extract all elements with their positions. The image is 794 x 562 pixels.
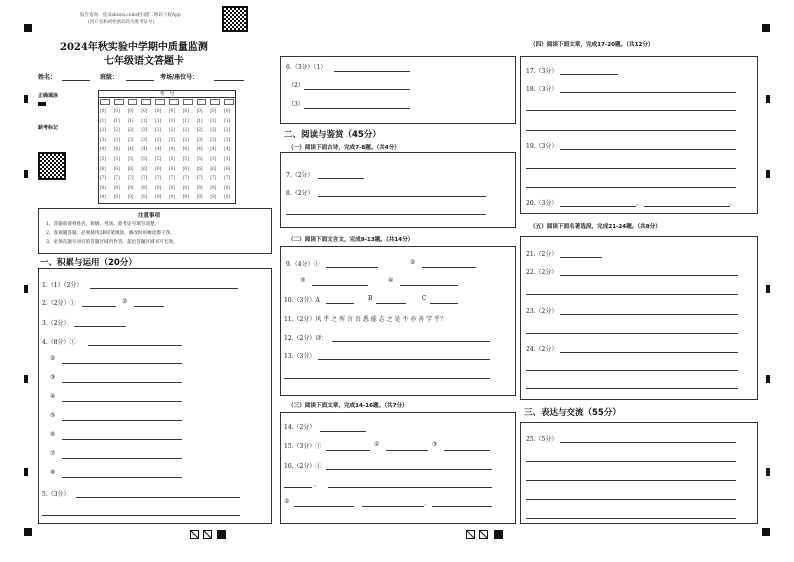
q25-answer-4[interactable] <box>526 499 736 500</box>
q14-answer[interactable] <box>320 431 366 432</box>
q15-label-b: ② <box>374 441 380 448</box>
q24-answer-2[interactable] <box>526 370 738 371</box>
q7-label: 7.（2分） <box>286 172 314 179</box>
q4-sub-answer[interactable] <box>62 401 182 402</box>
exam-number-entry-box[interactable] <box>210 99 220 105</box>
part-2-title: （二）阅读下面文言文，完成9-13题。（共14分） <box>288 237 414 243</box>
q16-answer-1[interactable] <box>326 469 492 470</box>
q4-label: 4.（8分）① <box>42 339 76 346</box>
q2-answer-1[interactable] <box>82 306 116 307</box>
q16-sep-2: 、 <box>424 500 431 507</box>
exam-digit-bubble[interactable]: [1] <box>141 117 148 123</box>
part-5-title: （五）阅读下面名著选段，完成21-24题。（共8分） <box>530 224 661 230</box>
exam-digit-bubble[interactable]: [3] <box>127 136 134 142</box>
section-2-title: 二、阅读与鉴赏（45分） <box>284 130 381 140</box>
q10-label-c: C <box>422 295 427 302</box>
q16-answer-2b[interactable] <box>362 506 424 507</box>
exam-digit-bubble[interactable]: [2] <box>196 127 203 133</box>
q6-label-b: （2） <box>288 82 304 89</box>
exam-digit-bubble[interactable]: [4] <box>141 146 148 152</box>
timing-mark <box>766 95 770 103</box>
corner-mark-br <box>762 528 770 536</box>
section-3-title: 三、表达与交流（55分） <box>524 408 621 418</box>
q12-answer[interactable] <box>332 341 490 342</box>
q25-label: 25.（5分） <box>526 436 558 443</box>
q7-answer[interactable] <box>318 178 364 179</box>
exam-digit-bubble[interactable]: [3] <box>196 136 203 142</box>
exam-digit-bubble[interactable]: [8] <box>113 184 120 190</box>
q9-answer-1[interactable] <box>326 267 378 268</box>
exam-digit-bubble[interactable]: [4] <box>127 146 134 152</box>
q25-answer-2[interactable] <box>526 461 736 462</box>
exam-digit-bubble[interactable]: [4] <box>113 146 120 152</box>
exam-digit-bubble[interactable]: [7] <box>113 175 120 181</box>
timing-mark <box>766 170 770 178</box>
exam-digit-bubble[interactable]: [6] <box>127 165 134 171</box>
exam-digit-bubble[interactable]: [6] <box>141 165 148 171</box>
corner-mark-bl <box>24 528 32 536</box>
exam-digit-bubble[interactable]: [9] <box>127 194 134 200</box>
q23-label: 23.（2分） <box>526 308 558 315</box>
correct-fill-label: 正确填涂 <box>38 93 59 99</box>
q22-answer-2[interactable] <box>526 294 738 295</box>
q16-answer-2c[interactable] <box>432 506 492 507</box>
exam-digit-bubble[interactable]: [9] <box>113 194 120 200</box>
q18-answer-2[interactable] <box>526 110 736 111</box>
seat-label: 考场/座位号： <box>160 74 199 81</box>
q18-label: 18.（3分） <box>526 86 558 93</box>
correct-fill-sample <box>38 102 46 106</box>
exam-digit-bubble[interactable]: [7] <box>141 175 148 181</box>
corner-mark-tr <box>762 24 770 32</box>
exam-digit-bubble[interactable]: [7] <box>127 175 134 181</box>
section-1-title: 一、积累与运用（20分） <box>40 258 137 268</box>
q9-label-c: ③ <box>300 277 306 284</box>
answer-area-7-8 <box>280 152 516 228</box>
page-mark-icon <box>190 530 199 539</box>
q18-answer-3[interactable] <box>526 130 736 131</box>
exam-digit-bubble[interactable]: [5] <box>155 156 162 161</box>
exam-digit-bubble[interactable]: [5] <box>169 156 175 161</box>
exam-digit-bubble[interactable]: [8] <box>196 184 203 190</box>
q4-sub-answer[interactable] <box>62 363 182 364</box>
exam-digit-bubble[interactable]: [1] <box>127 117 134 123</box>
report-notice-1: 报告查询：登录shiwu.com或扫描二维码下载App <box>80 13 181 18</box>
q4-sub-label: ③ <box>50 374 56 381</box>
exam-number-entry-box[interactable] <box>114 99 124 105</box>
exam-digit-bubble[interactable]: [9] <box>141 194 148 200</box>
q19-answer-3[interactable] <box>526 187 736 188</box>
q19-label: 19.（3分） <box>526 143 558 150</box>
q13-label: 13.（3分） <box>284 353 316 360</box>
q21-answer[interactable] <box>560 257 602 258</box>
q10-answer-b[interactable] <box>376 303 406 304</box>
page-title: 2024年秋实验中学期中质量监测 <box>60 42 208 53</box>
exam-number-entry-box[interactable] <box>224 99 234 105</box>
exam-digit-bubble[interactable]: [1] <box>182 117 189 123</box>
q10-label: 10.（3分）A <box>284 297 320 304</box>
exam-digit-bubble[interactable]: [1] <box>169 117 175 123</box>
page-mark-icon <box>479 530 488 539</box>
q22-label: 22.（2分） <box>526 269 558 276</box>
q4-sub-label: ⑧ <box>50 469 56 476</box>
exam-digit-bubble[interactable]: [0] <box>100 108 106 113</box>
exam-digit-bubble[interactable]: [0] <box>210 108 217 113</box>
exam-digit-bubble[interactable]: [5] <box>210 156 217 161</box>
q15-answer-1[interactable] <box>326 450 370 451</box>
report-notice-2: (用户名和初始密码均为准考证号) <box>88 20 155 25</box>
name-label: 姓名： <box>38 74 57 81</box>
exam-digit-bubble[interactable]: [9] <box>210 194 217 200</box>
q4-sub-answer[interactable] <box>62 477 182 478</box>
q9-label: 9.（4分）① <box>286 261 320 268</box>
exam-number-entry-box[interactable] <box>128 99 138 105</box>
page-mark-icon <box>203 530 212 539</box>
exam-digit-bubble[interactable]: [6] <box>224 165 231 171</box>
q20-end: 。 <box>730 200 737 207</box>
exam-digit-bubble[interactable]: [7] <box>169 175 175 181</box>
name-field[interactable] <box>62 80 90 81</box>
absent-label: 缺考标记 <box>38 125 59 131</box>
exam-number-entry-box[interactable] <box>141 99 151 105</box>
q19-answer-2[interactable] <box>526 168 736 169</box>
exam-digit-bubble[interactable]: [6] <box>100 165 106 171</box>
exam-digit-bubble[interactable]: [3] <box>141 136 148 142</box>
q9-answer-2[interactable] <box>422 267 476 268</box>
timing-mark <box>24 170 28 178</box>
exam-digit-bubble[interactable]: [0] <box>224 108 231 113</box>
exam-digit-bubble[interactable]: [5] <box>141 156 148 161</box>
exam-digit-bubble[interactable]: [8] <box>100 184 106 190</box>
exam-digit-bubble[interactable]: [3] <box>210 136 217 142</box>
q14-label: 14.（2分） <box>284 424 316 431</box>
q25-answer-5[interactable] <box>526 518 736 519</box>
q4-answer-1[interactable] <box>88 345 182 346</box>
q4-sub-label: ② <box>50 355 56 362</box>
exam-digit-bubble[interactable]: [1] <box>210 117 217 123</box>
part-1-title: （一）阅读下面古诗，完成7-8题。（共4分） <box>288 145 400 151</box>
exam-digit-bubble[interactable]: [7] <box>155 175 162 181</box>
q15-answer-2[interactable] <box>386 450 428 451</box>
exam-digit-bubble[interactable]: [8] <box>155 184 162 190</box>
q2-label-b: ② <box>122 298 128 305</box>
timing-mark <box>766 285 770 293</box>
q15-label: 15.（3分）① <box>284 443 322 450</box>
exam-number-entry-box[interactable] <box>183 99 193 105</box>
exam-digit-bubble[interactable]: [1] <box>100 117 106 123</box>
q24-answer-1[interactable] <box>560 352 738 353</box>
q1-label: 1.（1）（2分） <box>42 282 83 289</box>
q16-answer-2a[interactable] <box>294 506 354 507</box>
exam-digit-bubble[interactable]: [1] <box>113 117 120 123</box>
q17-answer[interactable] <box>560 74 618 75</box>
exam-digit-bubble[interactable]: [2] <box>182 127 189 133</box>
exam-digit-bubble[interactable]: [2] <box>224 127 231 133</box>
exam-digit-bubble[interactable]: [9] <box>182 194 189 200</box>
exam-digit-bubble[interactable]: [8] <box>141 184 148 190</box>
part-4-title: （四）阅读下面文章，完成17-20题。（共12分） <box>530 42 654 48</box>
q20-answer-2[interactable] <box>644 206 730 207</box>
exam-number-label: 考 号 <box>98 90 236 98</box>
q23-answer-2[interactable] <box>526 333 738 334</box>
exam-digit-bubble[interactable]: [8] <box>224 184 231 190</box>
q15-label-c: ③ <box>432 441 438 448</box>
q16-answer-1c[interactable] <box>328 487 492 488</box>
q9-answer-3[interactable] <box>312 285 368 286</box>
q9-label-d: ④ <box>388 277 394 284</box>
exam-digit-bubble[interactable]: [9] <box>224 194 231 200</box>
q6-answer-1[interactable] <box>334 71 410 72</box>
exam-digit-bubble[interactable]: [8] <box>182 184 189 190</box>
exam-digit-bubble[interactable]: [8] <box>127 184 134 190</box>
q16-sep: 、 <box>314 481 321 488</box>
exam-digit-bubble[interactable]: [9] <box>155 194 162 200</box>
q4-sub-label: ⑥ <box>50 431 56 438</box>
exam-digit-bubble[interactable]: [4] <box>182 146 189 152</box>
q2-answer-2[interactable] <box>134 306 164 307</box>
q2-label: 2.（2分）① <box>42 300 76 307</box>
class-label: 班级： <box>100 74 119 81</box>
q16-answer-1b[interactable] <box>284 487 312 488</box>
student-qr-icon <box>38 152 66 180</box>
exam-digit-bubble[interactable]: [4] <box>224 146 231 152</box>
exam-digit-bubble[interactable]: [2] <box>127 127 134 133</box>
q8-answer-1[interactable] <box>318 196 486 197</box>
q16-label: 16.（2分）① <box>284 463 322 470</box>
note-item: 2、客观题答题，必须使用2B铅笔填涂，修改时用橡皮擦干净。 <box>46 231 175 236</box>
q19-answer-1[interactable] <box>560 149 736 150</box>
seat-field[interactable] <box>214 80 244 81</box>
exam-digit-bubble[interactable]: [2] <box>141 127 148 133</box>
exam-digit-bubble[interactable]: [5] <box>196 156 203 161</box>
page-mark-icon <box>466 530 475 539</box>
exam-digit-bubble[interactable]: [7] <box>100 175 106 181</box>
exam-digit-bubble[interactable]: [9] <box>100 194 106 200</box>
timing-mark <box>24 375 28 383</box>
part-3-title: （三）阅读下面文章，完成14-16题。（共7分） <box>288 403 408 409</box>
exam-digit-bubble[interactable]: [5] <box>182 156 189 161</box>
q11-label: 11.（2分）风 乎 之 所 言 吾 悉 能 志 之 是 不 亦 善 学 乎？ <box>284 316 446 323</box>
exam-digit-bubble[interactable]: [4] <box>169 146 175 152</box>
exam-digit-bubble[interactable]: [4] <box>100 146 106 152</box>
exam-digit-bubble[interactable]: [6] <box>155 165 162 171</box>
exam-digit-bubble[interactable]: [5] <box>127 156 134 161</box>
exam-number-entry-box[interactable] <box>197 99 207 105</box>
answer-area-17-20 <box>520 56 758 214</box>
exam-digit-bubble[interactable]: [6] <box>196 165 203 171</box>
exam-digit-bubble[interactable]: [0] <box>155 108 162 113</box>
q13-answer-2[interactable] <box>284 378 490 379</box>
exam-digit-bubble[interactable]: [3] <box>100 136 106 142</box>
exam-number-entry-box[interactable] <box>169 99 179 105</box>
exam-digit-bubble[interactable]: [5] <box>113 156 120 161</box>
exam-digit-bubble[interactable]: [8] <box>169 184 175 190</box>
q24-answer-3[interactable] <box>526 388 738 389</box>
q13-answer-1[interactable] <box>318 359 490 360</box>
corner-mark-tl <box>24 24 32 32</box>
q4-sub-answer[interactable] <box>62 439 182 440</box>
exam-digit-bubble[interactable]: [9] <box>196 194 203 200</box>
q23-answer-1[interactable] <box>560 314 738 315</box>
q5-label: 5.（3分） <box>42 491 70 498</box>
page-mark-solid <box>217 530 226 539</box>
qr-code-icon <box>222 6 248 32</box>
q9-answer-4[interactable] <box>400 285 458 286</box>
q1-answer[interactable] <box>90 288 238 289</box>
q4-sub-answer[interactable] <box>62 458 182 459</box>
q6-label-c: （3） <box>288 101 304 108</box>
q6-answer-2[interactable] <box>304 89 410 90</box>
q4-sub-label: ⑤ <box>50 412 56 419</box>
exam-digit-bubble[interactable]: [6] <box>182 165 189 171</box>
exam-digit-bubble[interactable]: [0] <box>182 108 189 113</box>
q25-answer-1[interactable] <box>560 442 736 443</box>
exam-digit-bubble[interactable]: [0] <box>169 108 175 113</box>
exam-digit-bubble[interactable]: [0] <box>127 108 134 113</box>
exam-digit-bubble[interactable]: [5] <box>100 156 106 161</box>
exam-digit-bubble[interactable]: [2] <box>113 127 120 133</box>
q4-sub-answer[interactable] <box>62 420 182 421</box>
q8-label: 8.（2分） <box>286 190 314 197</box>
exam-digit-bubble[interactable]: [7] <box>210 175 217 181</box>
page-mark-solid <box>494 530 503 539</box>
q16-label-c: ② <box>284 498 290 505</box>
exam-digit-bubble[interactable]: [6] <box>113 165 120 171</box>
q3-answer[interactable] <box>74 326 126 327</box>
q20-sep: 、 <box>636 200 643 207</box>
q17-label: 17.（3分） <box>526 68 558 75</box>
exam-digit-bubble[interactable]: [3] <box>182 136 189 142</box>
exam-digit-bubble[interactable]: [4] <box>155 146 162 152</box>
exam-digit-bubble[interactable]: [6] <box>169 165 175 171</box>
q18-answer-1[interactable] <box>560 92 736 93</box>
q6-answer-3[interactable] <box>304 108 410 109</box>
timing-mark <box>766 375 770 383</box>
exam-digit-bubble[interactable]: [4] <box>210 146 217 152</box>
exam-digit-bubble[interactable]: [2] <box>100 127 106 133</box>
timing-mark <box>24 95 28 103</box>
q4-sub-label: ⑦ <box>50 450 56 457</box>
exam-digit-bubble[interactable]: [2] <box>210 127 217 133</box>
exam-digit-bubble[interactable]: [0] <box>113 108 120 113</box>
timing-mark <box>24 285 28 293</box>
exam-digit-bubble[interactable]: [1] <box>224 117 231 123</box>
timing-mark <box>766 468 770 476</box>
class-field[interactable] <box>126 80 154 81</box>
exam-digit-bubble[interactable]: [3] <box>169 136 175 142</box>
q25-answer-3[interactable] <box>526 480 736 481</box>
timing-mark <box>24 468 28 476</box>
exam-digit-bubble[interactable]: [7] <box>224 175 231 181</box>
exam-digit-bubble[interactable]: [7] <box>196 175 203 181</box>
q4-sub-label: ④ <box>50 393 56 400</box>
note-item: 1、答题前请将姓名、班级、考场、准考证号填写清楚。 <box>46 222 160 227</box>
q3-label: 3.（2分） <box>42 320 70 327</box>
q5-answer-1[interactable] <box>76 497 240 498</box>
q4-sub-answer[interactable] <box>62 382 182 383</box>
q20-answer-1[interactable] <box>560 206 636 207</box>
exam-digit-bubble[interactable]: [6] <box>210 165 217 171</box>
exam-digit-bubble[interactable]: [0] <box>141 108 148 113</box>
q20-label: 20.（3分） <box>526 200 558 207</box>
exam-number-entry-box[interactable] <box>155 99 165 105</box>
notes-title: 注意事项 <box>138 213 161 219</box>
q15-answer-3[interactable] <box>444 450 490 451</box>
exam-digit-bubble[interactable]: [0] <box>196 108 203 113</box>
q12-label: 12.（2分）译： <box>284 335 328 342</box>
exam-digit-bubble[interactable]: [7] <box>182 175 189 181</box>
answer-area-21-24 <box>520 236 758 400</box>
exam-digit-bubble[interactable]: [1] <box>196 117 203 123</box>
q8-answer-2[interactable] <box>286 214 486 215</box>
q10-answer-c[interactable] <box>430 303 458 304</box>
exam-digit-bubble[interactable]: [3] <box>113 136 120 142</box>
exam-digit-bubble[interactable]: [1] <box>155 117 162 123</box>
q21-label: 21.（2分） <box>526 251 558 258</box>
note-item: 3、必须在题号对应的答题区域内作答，超出答题区域书写无效。 <box>46 240 178 245</box>
exam-digit-bubble[interactable]: [3] <box>155 136 162 142</box>
exam-digit-bubble[interactable]: [8] <box>210 184 217 190</box>
q9-label-b: ② <box>410 259 416 266</box>
q24-label: 24.（2分） <box>526 346 558 353</box>
exam-digit-bubble[interactable]: [4] <box>196 146 203 152</box>
exam-digit-bubble[interactable]: [5] <box>224 156 231 161</box>
q22-answer-1[interactable] <box>560 275 738 276</box>
q10-label-b: B <box>368 295 373 302</box>
exam-digit-bubble[interactable]: [2] <box>169 127 175 133</box>
exam-digit-bubble[interactable]: [3] <box>224 136 231 142</box>
q10-answer-a[interactable] <box>326 303 354 304</box>
q6-label: 6.（3分）（1） <box>286 64 327 71</box>
exam-number-entry-box[interactable] <box>100 99 110 105</box>
exam-digit-bubble[interactable]: [2] <box>155 127 162 133</box>
q5-answer-2[interactable] <box>42 515 240 516</box>
exam-digit-bubble[interactable]: [9] <box>169 194 175 200</box>
page-subtitle: 七年级语文答题卡 <box>104 56 184 67</box>
